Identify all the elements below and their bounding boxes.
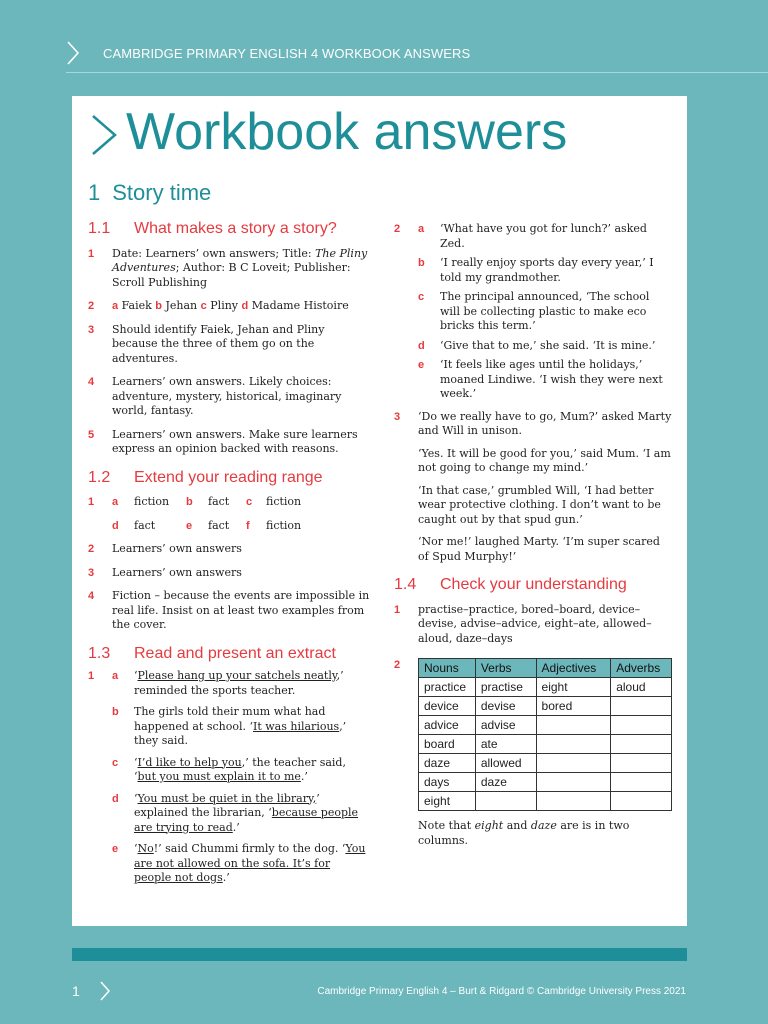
item-text: Learners’ own answers. Make sure learners express an opinion backed with reasons. xyxy=(112,427,358,455)
list-item xyxy=(394,222,672,402)
table-row xyxy=(419,735,672,754)
table-cell xyxy=(536,792,611,811)
table-cell xyxy=(611,735,672,754)
sub-item: b ‘I really enjoy sports day every year,’ I told my grandmother. xyxy=(418,256,672,285)
table-cell: aloud xyxy=(611,678,672,697)
item-number: 4 xyxy=(88,590,95,602)
sub-text: ‘I’d like to help you,’ the teacher said, ‘but you must explain it to me.’ xyxy=(134,755,346,783)
table-cell: advise xyxy=(475,716,536,735)
sub-item xyxy=(112,705,370,749)
list-item xyxy=(88,669,370,886)
table-cell: allowed xyxy=(475,754,536,773)
item-number: 1 xyxy=(88,670,95,682)
section-number: 1.2 xyxy=(88,468,111,486)
table-cell: devise xyxy=(475,697,536,716)
sub-text: ‘I really enjoy sports day every year,’ I told my grandmother. xyxy=(440,256,654,284)
table-cell: eight xyxy=(536,678,611,697)
item-text: Should identify Faiek, Jehan and Pliny because the three of them go on the adventures. xyxy=(112,322,325,365)
list-item xyxy=(88,495,370,533)
dialogue-paragraph: ‘Yes. It will be good for you,’ said Mum. ‘I am not going to change my mind.’ xyxy=(418,446,671,474)
sub-text: The principal announced, ‘The school will be collecting plastic to make eco bricks this term.’ xyxy=(440,290,650,332)
list-item xyxy=(394,410,672,565)
column-header: Adverbs xyxy=(611,659,672,678)
item-number: 1 xyxy=(88,496,95,508)
item-text: Learners’ own answers xyxy=(112,565,242,579)
table-cell: board xyxy=(419,735,476,754)
sub-item xyxy=(112,792,370,836)
table-cell xyxy=(536,735,611,754)
section-heading-1-3 xyxy=(88,644,370,662)
section-number: 1.3 xyxy=(88,644,111,662)
sub-item xyxy=(112,842,370,886)
item-number: 1 xyxy=(394,603,401,616)
list-item xyxy=(88,542,370,557)
table-header-row xyxy=(419,659,672,678)
table-cell: practice xyxy=(419,678,476,697)
dialogue-paragraph: ‘Nor me!’ laughed Marty. ‘I’m super scared of Spud Murphy!’ xyxy=(418,535,660,563)
section-title: Read and present an extract xyxy=(134,644,336,662)
item-number: 3 xyxy=(88,566,95,579)
header-title: CAMBRIDGE PRIMARY ENGLISH 4 WORKBOOK ANSWERS xyxy=(103,46,471,61)
item-text: a Faiek b Jehan c Pliny d Madame Histoire xyxy=(112,299,349,312)
section-heading-1-2 xyxy=(88,468,370,486)
item-number: 5 xyxy=(88,428,95,441)
column-header: Verbs xyxy=(475,659,536,678)
table-row xyxy=(419,773,672,792)
item-number: 2 xyxy=(394,659,401,671)
table-cell: daze xyxy=(419,754,476,773)
section-number: 1.4 xyxy=(394,576,417,593)
page-number: 1 xyxy=(72,983,80,999)
table-row xyxy=(419,792,672,811)
list-item xyxy=(88,323,370,367)
table-cell xyxy=(611,754,672,773)
table-cell xyxy=(536,754,611,773)
table-cell: daze xyxy=(475,773,536,792)
sub-text: ‘What have you got for lunch?’ asked Zed. xyxy=(440,222,647,250)
sub-text: ‘It feels like ages until the holidays,’ moaned Lindiwe. ‘I wish they were next week.’ xyxy=(440,358,663,400)
chevron-right-icon xyxy=(99,980,111,1002)
answer-grid: a fiction b fact c fiction d fact e fact f fiction xyxy=(112,495,302,532)
sub-text: ‘Please hang up your satchels neatly,’ reminded the sports teacher. xyxy=(134,669,344,697)
list-item xyxy=(88,589,370,633)
sub-item xyxy=(112,669,370,698)
section-title: Check your understanding xyxy=(440,576,627,593)
item-text: Learners’ own answers. Likely choices: adventure, mystery, historical, imaginary world, fantasy. xyxy=(112,375,342,417)
section-number: 1.1 xyxy=(88,220,111,237)
page-title: Workbook answers xyxy=(126,103,568,161)
table-cell xyxy=(611,697,672,716)
item-text: Date: Learners’ own answers; Title: The Pliny Adventures; Author: B C Loveit; Publisher: Scroll Publishing xyxy=(112,246,368,289)
left-column xyxy=(88,222,370,886)
footer-bar xyxy=(72,948,687,961)
sub-letter: e xyxy=(112,843,119,855)
list-item xyxy=(88,375,370,419)
copyright-text: Cambridge Primary English 4 – Burt & Ridgard © Cambridge University Press 2021 xyxy=(317,986,686,997)
dialogue-paragraph: ‘In that case,’ grumbled Will, ‘I had better wear protective clothing. I don’t want to be caught out by that spud gun.’ xyxy=(418,483,661,526)
section-title: What makes a story a story? xyxy=(134,220,337,237)
chapter-number: 1 xyxy=(88,180,101,205)
table-cell: days xyxy=(419,773,476,792)
header-divider xyxy=(66,72,768,73)
chevron-right-icon xyxy=(88,112,120,158)
sub-text: The girls told their mum what had happened at school. ‘It was hilarious,’ they said. xyxy=(134,705,347,747)
sub-letter: d xyxy=(112,792,119,805)
item-text: Fiction – because the events are impossible in real life. Insist on at least two examples from the cover. xyxy=(112,589,370,631)
item-number: 3 xyxy=(394,410,401,423)
list-item xyxy=(88,428,370,457)
right-column xyxy=(394,222,672,848)
sub-letter: c xyxy=(112,756,119,769)
table-cell: ate xyxy=(475,735,536,754)
sub-item: c The principal announced, ‘The school will be collecting plastic to make eco bricks this term.’ xyxy=(418,290,672,334)
list-item xyxy=(88,299,370,314)
sub-letter: a xyxy=(112,670,119,682)
table-cell xyxy=(536,773,611,792)
item-number: 3 xyxy=(88,323,95,336)
chapter-heading xyxy=(88,180,211,206)
sub-item: d ‘Give that to me,’ she said. ‘It is mine.’ xyxy=(418,339,672,354)
table-row xyxy=(419,678,672,697)
item-text: Learners’ own answers xyxy=(112,542,242,555)
sub-text: ‘No!’ said Chummi firmly to the dog. ‘You are not allowed on the sofa. It’s for people not dogs.’ xyxy=(134,842,366,884)
item-number: 1 xyxy=(88,247,95,260)
table-cell: advice xyxy=(419,716,476,735)
list-item xyxy=(394,658,672,848)
sub-text: ‘Give that to me,’ she said. ‘It is mine.’ xyxy=(440,338,656,352)
sub-item: a ‘What have you got for lunch?’ asked Zed. xyxy=(418,222,672,251)
table-cell xyxy=(611,773,672,792)
section-title: Extend your reading range xyxy=(134,468,323,486)
table-cell: practise xyxy=(475,678,536,697)
item-number: 2 xyxy=(394,223,401,235)
list-item xyxy=(88,247,370,291)
section-heading-1-4 xyxy=(394,578,672,593)
table-cell: bored xyxy=(536,697,611,716)
column-header: Adjectives xyxy=(536,659,611,678)
table-cell xyxy=(475,792,536,811)
sub-letter: b xyxy=(112,706,119,718)
sub-item: e ‘It feels like ages until the holidays,’ moaned Lindiwe. ‘I wish they were next week.’ xyxy=(418,358,672,402)
table-note: Note that eight and daze are is in two columns. xyxy=(418,819,630,847)
item-number: 2 xyxy=(88,543,95,555)
table-cell xyxy=(611,716,672,735)
sub-item xyxy=(112,756,370,785)
dialogue-paragraph: ‘Do we really have to go, Mum?’ asked Marty and Will in unison. xyxy=(418,409,672,437)
table-cell: device xyxy=(419,697,476,716)
table-cell: eight xyxy=(419,792,476,811)
table-cell xyxy=(611,792,672,811)
sub-text: ‘You must be quiet in the library,’ explained the librarian, ‘because people are trying to read.’ xyxy=(134,791,359,834)
word-class-table xyxy=(418,658,672,811)
table-row xyxy=(419,716,672,735)
item-number: 4 xyxy=(88,376,95,388)
item-text: practise–practice, bored–board, device–devise, advise–advice, eight–ate, allowed–aloud, daze–days xyxy=(418,602,652,645)
item-number: 2 xyxy=(88,300,95,312)
table-cell xyxy=(536,716,611,735)
column-header: Nouns xyxy=(419,659,476,678)
table-row xyxy=(419,697,672,716)
chapter-title: Story time xyxy=(112,180,212,205)
list-item xyxy=(394,603,672,647)
page-title-block xyxy=(88,102,567,162)
section-heading-1-1 xyxy=(88,222,370,237)
table-row xyxy=(419,754,672,773)
chevron-right-icon xyxy=(66,40,80,66)
list-item xyxy=(88,566,370,581)
